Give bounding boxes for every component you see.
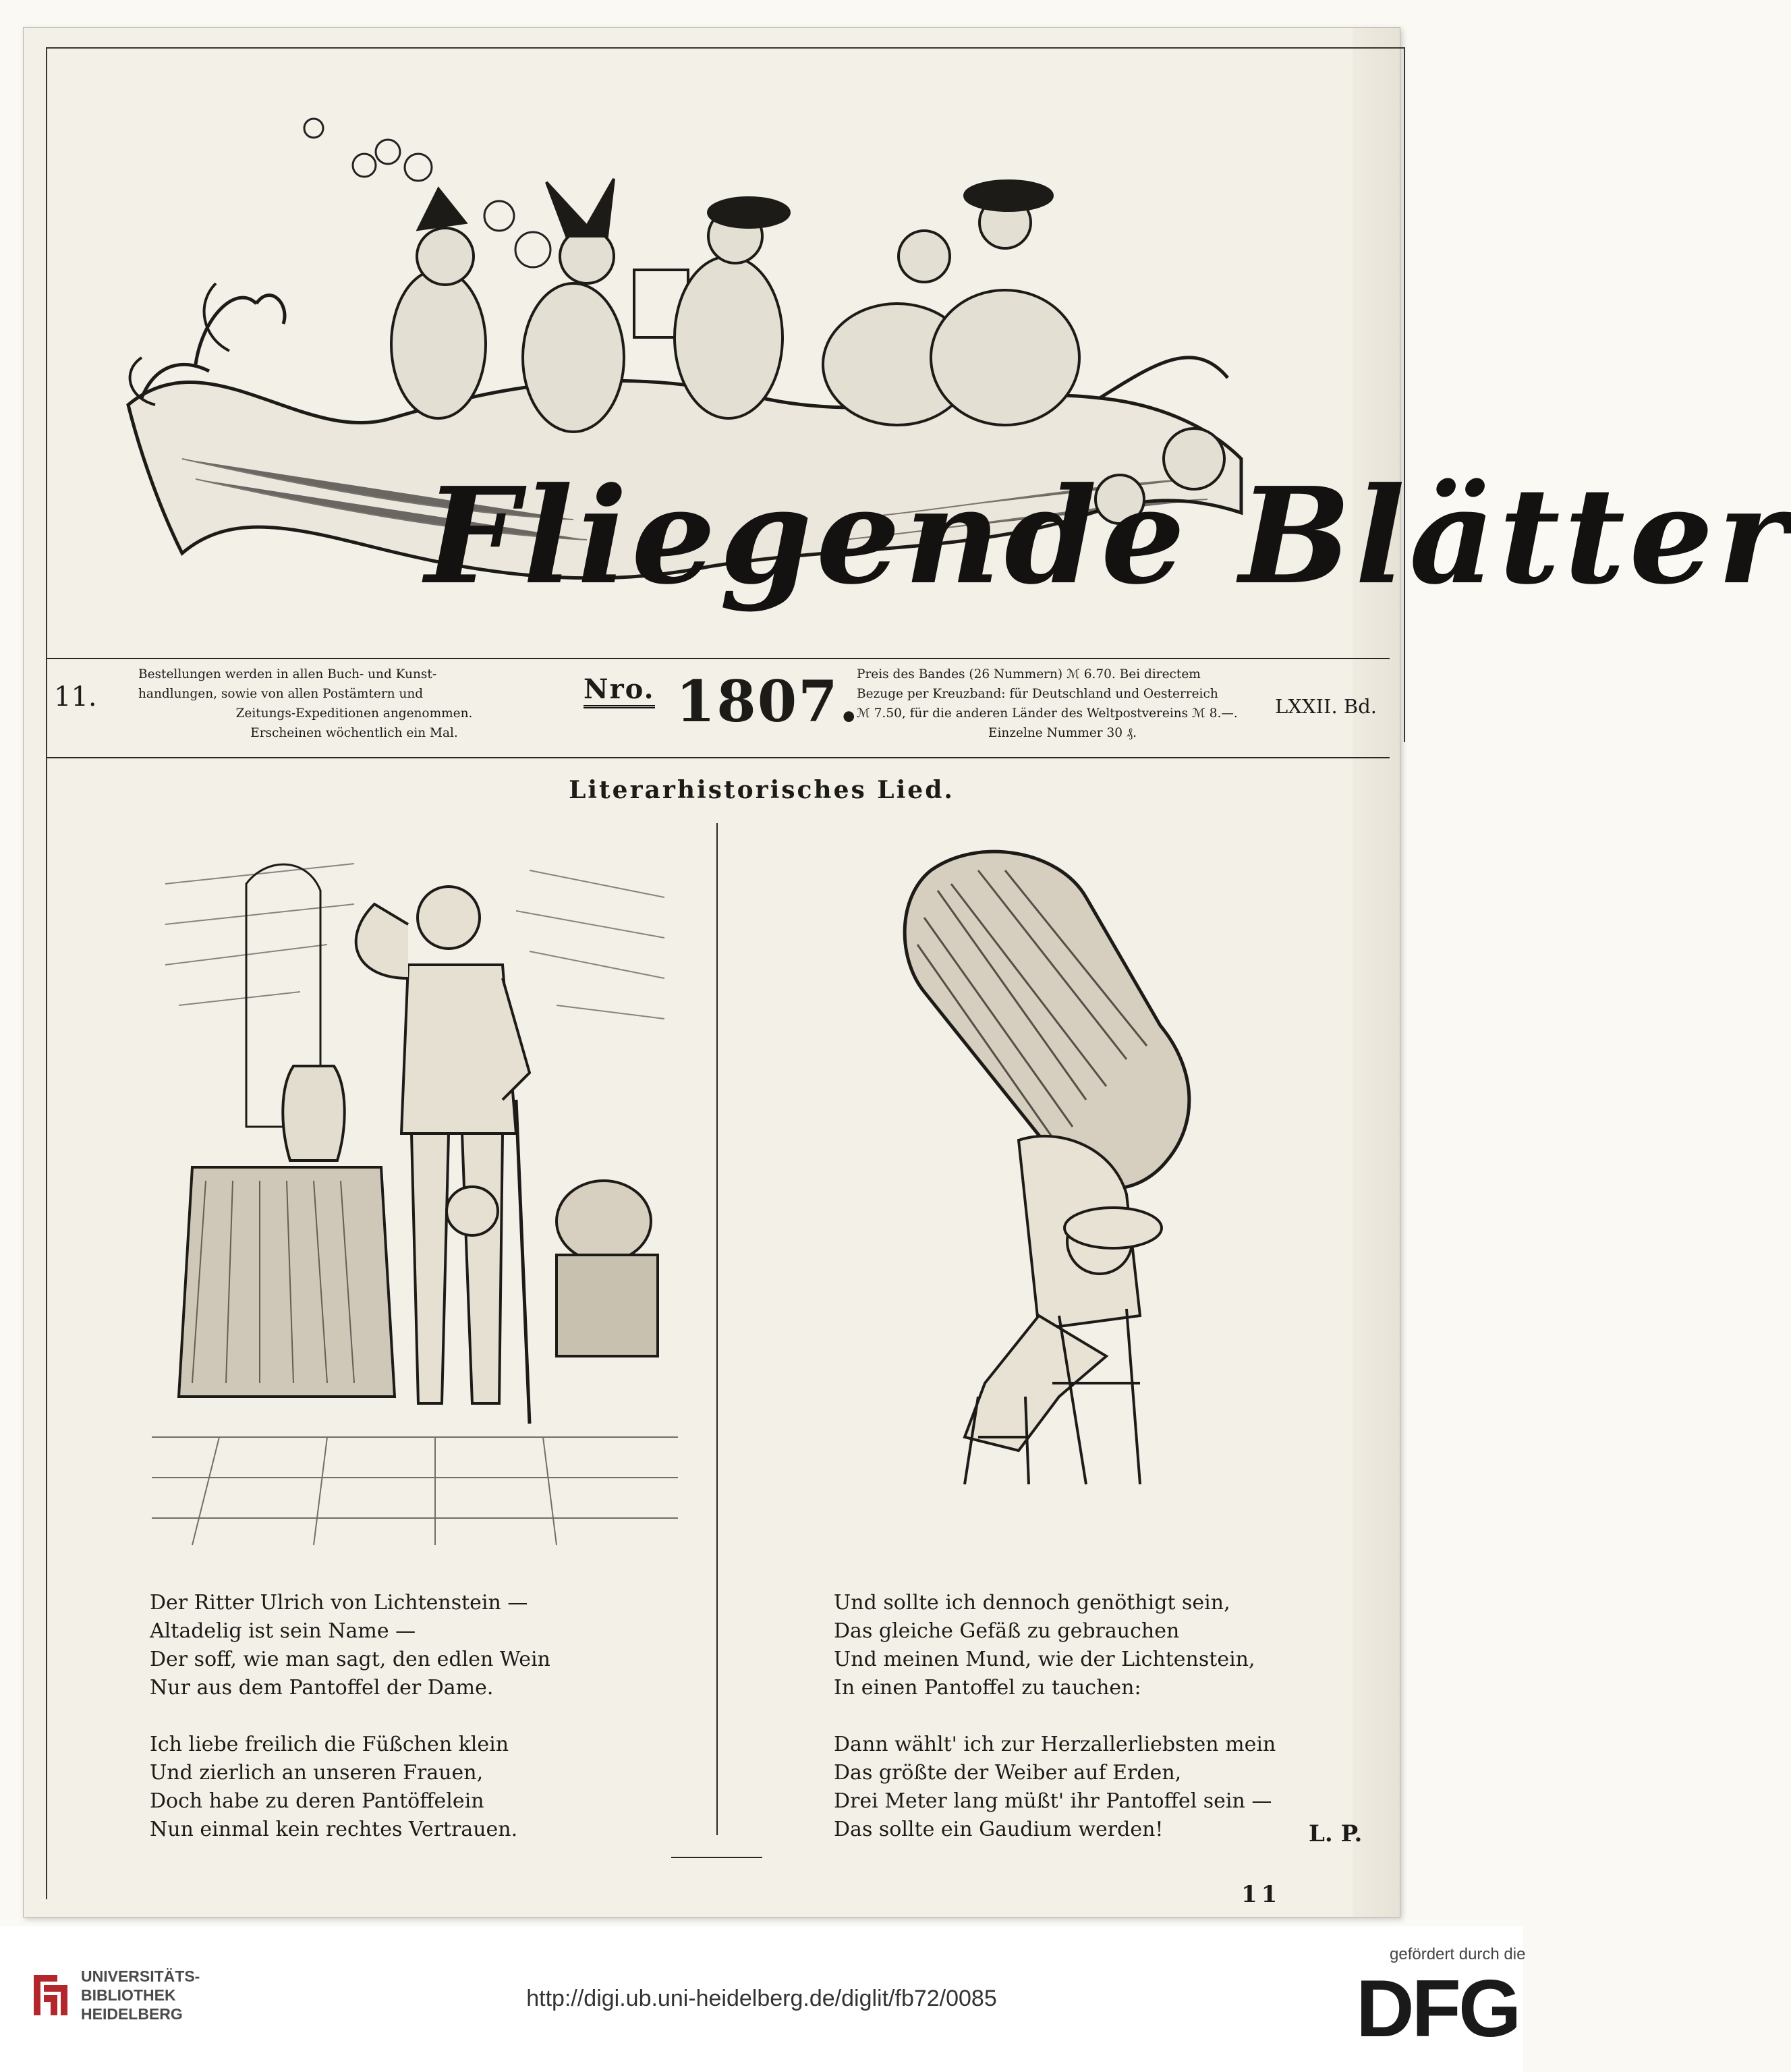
- verse-line: Nur aus dem Pantoffel der Dame.: [150, 1676, 494, 1700]
- article-title: Literarhistorisches Lied.: [569, 776, 955, 804]
- verse-line: Der soff, wie man sagt, den edlen Wein: [150, 1648, 550, 1671]
- library-line: HEIDELBERG: [81, 2005, 183, 2023]
- verse-line: In einen Pantoffel zu tauchen:: [834, 1676, 1141, 1700]
- price-line: Preis des Bandes (26 Nummern) ℳ 6.70. Bei directem: [857, 667, 1201, 681]
- permalink-url[interactable]: http://digi.ub.uni-heidelberg.de/diglit/fb72/0085: [526, 1986, 997, 2011]
- dfg-logo: DFG: [1356, 1963, 1519, 2054]
- lady-with-hat-figure: [931, 290, 1079, 425]
- bubble: [405, 154, 432, 181]
- verse-line: Das sollte ein Gaudium werden!: [834, 1818, 1164, 1841]
- stanza-break: [150, 1702, 550, 1731]
- closing-rule: [671, 1857, 762, 1858]
- verse-line: Altadelig ist sein Name —: [150, 1619, 416, 1643]
- jug: [283, 1066, 344, 1160]
- verse-left: [150, 1589, 550, 1844]
- info-top-rule: [47, 658, 1390, 659]
- price-line: Bezuge per Kreuzband: für Deutschland und Oesterreich: [857, 687, 1218, 701]
- issue-number: [584, 668, 860, 735]
- giant-slipper-illustration: [884, 843, 1369, 1545]
- verse-line: Der Ritter Ulrich von Lichtenstein —: [150, 1591, 528, 1615]
- issue-number-value: 1807.: [675, 668, 860, 735]
- verse-line: Doch habe zu deren Pantöffelein: [150, 1789, 484, 1813]
- price-line: ℳ 7.50, für die anderen Länder des Weltpostvereins ℳ 8.—.: [857, 706, 1238, 721]
- frame-left-line: [46, 47, 47, 1899]
- verse-line: Und zierlich an unseren Frauen,: [150, 1761, 484, 1785]
- price-line: Einzelne Nummer 30 ₰.: [988, 726, 1137, 740]
- issue-number-prefix: Nro.: [584, 673, 655, 708]
- orders-line: Bestellungen werden in allen Buch- und Kunst-: [138, 667, 437, 681]
- orders-line: Zeitungs-Expeditionen angenommen.: [235, 706, 473, 721]
- verse-line: Und meinen Mund, wie der Lichtenstein,: [834, 1648, 1255, 1671]
- bubble-blower-figure: [523, 283, 624, 432]
- verse-line: Ich liebe freilich die Füßchen klein: [150, 1733, 509, 1756]
- frame-top-line: [46, 47, 1405, 49]
- orders-line: Erscheinen wöchentlich ein Mal.: [250, 726, 458, 740]
- stanza-break: [834, 1702, 1276, 1731]
- library-line: BIBLIOTHEK: [81, 1986, 176, 2004]
- masthead-title: Fliegende Blätter: [425, 459, 1791, 614]
- jester-figure: [391, 270, 486, 418]
- orders-line: handlungen, sowie von allen Postämtern und: [138, 687, 424, 701]
- frame-right-line: [1404, 47, 1405, 742]
- minstrel-figure: [675, 256, 783, 418]
- verse-line: Das gleiche Gefäß zu gebrauchen: [834, 1619, 1180, 1643]
- bubble: [376, 140, 400, 164]
- page-number: 11: [1241, 1881, 1282, 1908]
- bubble: [304, 119, 323, 138]
- masthead: [101, 81, 1791, 614]
- verse-line: Das größte der Weiber auf Erden,: [834, 1761, 1182, 1785]
- bubble: [515, 232, 550, 267]
- bubble: [353, 154, 376, 177]
- author-signature: L. P.: [1309, 1820, 1363, 1847]
- verse-line: Dann wählt' ich zur Herzallerliebsten mein: [834, 1733, 1276, 1756]
- verse-line: Drei Meter lang müßt' ihr Pantoffel sein —: [834, 1789, 1272, 1813]
- volume-label: LXXII. Bd.: [1275, 695, 1377, 718]
- verse-line: Und sollte ich dennoch genöthigt sein,: [834, 1591, 1230, 1615]
- library-footer: [0, 1926, 1526, 2072]
- knight-illustration: [152, 843, 678, 1545]
- orders-notice: [138, 665, 570, 752]
- bubble: [484, 201, 514, 231]
- library-line: UNIVERSITÄTS-: [81, 1967, 200, 1985]
- verse-right: [834, 1589, 1276, 1844]
- verse-line: Nun einmal kein rechtes Vertrauen.: [150, 1818, 518, 1841]
- column-divider: [716, 823, 718, 1835]
- info-bottom-rule: [47, 757, 1390, 758]
- issue-page-number: 11.: [54, 681, 97, 712]
- funding-label: gefördert durch die: [1390, 1945, 1526, 1963]
- price-notice: [857, 665, 1268, 752]
